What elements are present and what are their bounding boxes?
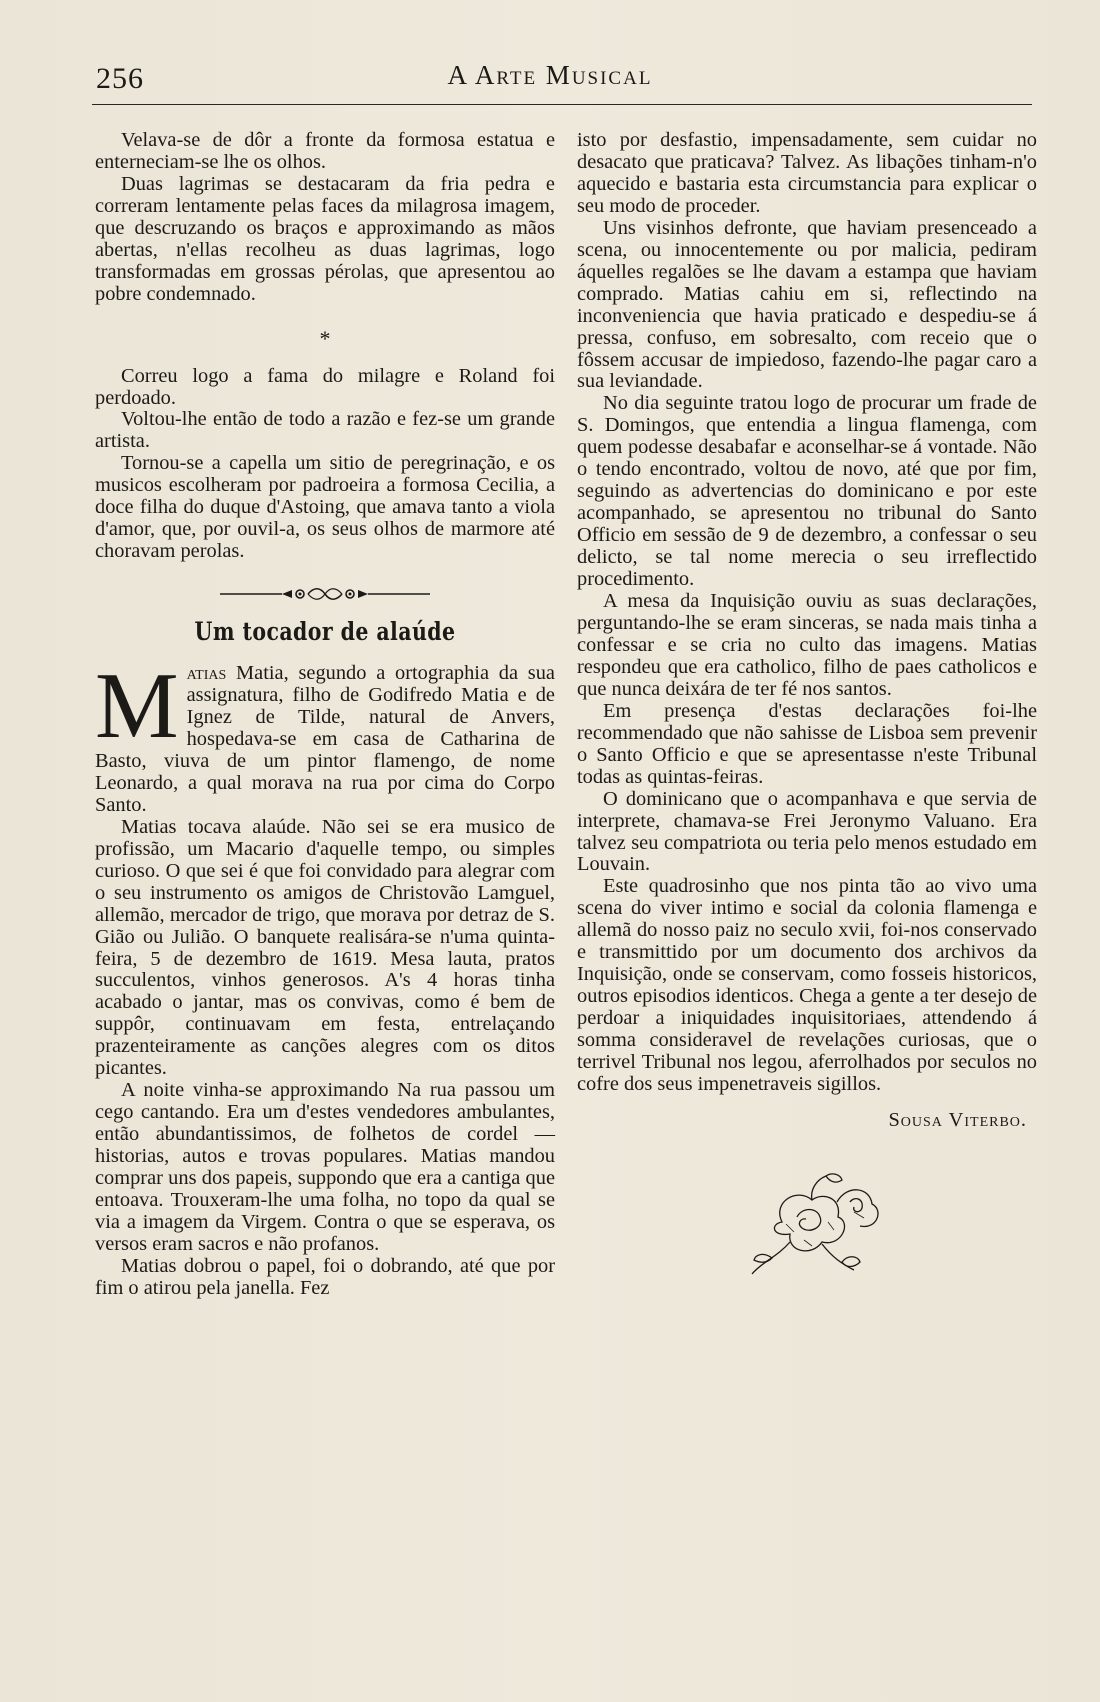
first-paragraph-text: Matia, segundo a ortographia da sua assignatura, filho de Godifredo Matia e de Ignez de Tilde, natural de Anvers, hospedava-se em casa de Catharina de Basto, viuva de um pintor flamengo, de nome Leonardo, a qual morava na rua por cima do Corpo Santo. [95,662,555,816]
author-signature: Sousa Viterbo. [888,1108,1027,1131]
continued-paragraph: isto por desfastio, impensadamente, sem cuidar no desacato que praticava? Talvez. As libações tinham-n'o aquecido e bastaria esta circumstancia para explicar o seu modo de proceder. [577,129,1037,217]
paragraph: Duas lagrimas se destacaram da fria pedra e correram lentamente pelas faces da milagrosa imagem, que descruzando os braços e approximando as mãos abertas, n'ellas recolheu as duas lagrimas, logo transformadas em grossas pérolas, que apresentou ao pobre condemnado. [95,172,555,305]
paragraph: Tornou-se a capella um sitio de peregrinação, e os musicos escolheram por padroeira a formosa Cecilia, a doce filha do duque d'Astoing, que amava tanto a viola d'amor, que, por ouvil-a, os seus olhos de marmore até choravam perolas. [95,452,555,563]
paragraph: No dia seguinte tratou logo de procurar um frade de S. Domingos, que entendia a lingua flamenga, com quem podesse desabafar e aconselhar-se á vontade. Não o tendo encontrado, voltou de novo, até que por fim, seguindo as advertencias do dominicano e por este acompanhado, se apresentou no tribunal do Santo Officio em sessão de 9 de dezembro, a confessar o seu delicto, se tal nome merecia o seu irreflectido procedimento. [577,392,1037,591]
paragraph: Correu logo a fama do milagre e Roland foi perdoado. [95,364,555,409]
paragraph: A noite vinha-se approximando Na rua passou um cego cantando. Era um d'estes vendedores ambulantes, então abundantissimos, de folhetos de cordel — historias, autos e trovas populares. Matias mandou comprar uns dos papeis, suppondo que era a cantiga que entoava. Trouxeram-lhe uma folha, no topo da qual se via a imagem da Virgem. Contra o que se esperava, os versos eram sacros e não profanos. [95,1079,555,1255]
paragraph: Matias dobrou o papel, foi o dobrando, até que por fim o atirou pela janella. Fez [95,1254,555,1299]
ornament-divider [220,587,430,601]
rose-vignette-icon [742,1162,892,1282]
left-column [95,130,555,1300]
paragraph: Velava-se de dôr a fronte da formosa estatua e enterneciam-se lhe os olhos. [95,129,555,173]
lead-smallcaps: atias [186,662,227,685]
drop-cap: M [95,654,179,759]
page-number: 256 [96,62,144,95]
paragraph: Voltou-lhe então de todo a razão e fez-se um grande artista. [95,408,555,453]
paragraph: Uns visinhos defronte, que haviam presenceado a scena, ou innocentemente ou por malicia, pediram áquelles regalões se lhe davam a estampa que haviam comprado. Matias cahiu em si, reflectindo na inconveniencia que havia praticado e despediu-se á pressa, confuso, em sobresalto, com receio que o fôssem accusar de impiedoso, fazendo-lhe pagar caro a sua leviandade. [577,216,1037,393]
right-column [577,130,1037,1282]
running-title [0,60,1100,91]
article-title: Um tocador de alaúde [194,617,456,647]
paragraph: Matias tocava alaúde. Não sei se era musico de profissão, um Macario d'aquelle tempo, ou simples curioso. O que sei é que foi convidado para alegrar com o seu instrumento os amigos de Christovão Lamguel, allemão, mercador de trigo, que morava por detraz de S. Gião ou Julião. O banquete realisára-se n'uma quinta-feira, 5 de dezembro de 1619. Mesa lauta, pratos succulentos, vinhos generosos. A's 4 horas tinha acabado o jantar, mas os convivas, como é bem de suppôr, continuavam em festa, entrelaçando prazenteiramente as canções alegres com os ditos picantes. [95,815,555,1080]
paragraph: A mesa da Inquisição ouviu as suas declarações, perguntando-lhe se eram sinceras, se nada mais tinha a confessar e se cria no culto das imagens. Matias respondeu que era catholico, filho de paes catholicos e que nunca deixára de ter fé nos santos. [577,590,1037,700]
paragraph: O dominicano que o acompanhava e que servia de interprete, chamava-se Frei Jeronymo Valuano. Era talvez seu compatriota ou teria pelo menos estudado em Louvain. [577,787,1037,876]
section-asterism: * [319,325,331,351]
running-title-text: A Arte Musical [447,60,653,90]
paragraph: Este quadrosinho que nos pinta tão ao vivo uma scena do viver intimo e social da colonia flamenga e allemã do nosso paiz no seculo xvii, foi-nos conservado e transmittido por um documento dos archivos da Inquisição, onde se conservam, como fosseis historicos, outros episodios identicos. Chega a gente a ter desejo de perdoar a iniquidades inquisitoriaes, attendendo á somma consideravel de revelações curiosas, que o terrivel Tribunal nos legou, aferrolhados por seculos no cofre dos seus impenetraveis sigillos. [577,875,1037,1095]
first-paragraph [95,654,555,817]
header-rule [92,104,1032,105]
paragraph: Em presença d'estas declarações foi-lhe recommendado que não sahisse de Lisboa sem prevenir o Santo Officio e que se apresentasse n'este Tribunal todas as quintas-feiras. [577,699,1037,788]
